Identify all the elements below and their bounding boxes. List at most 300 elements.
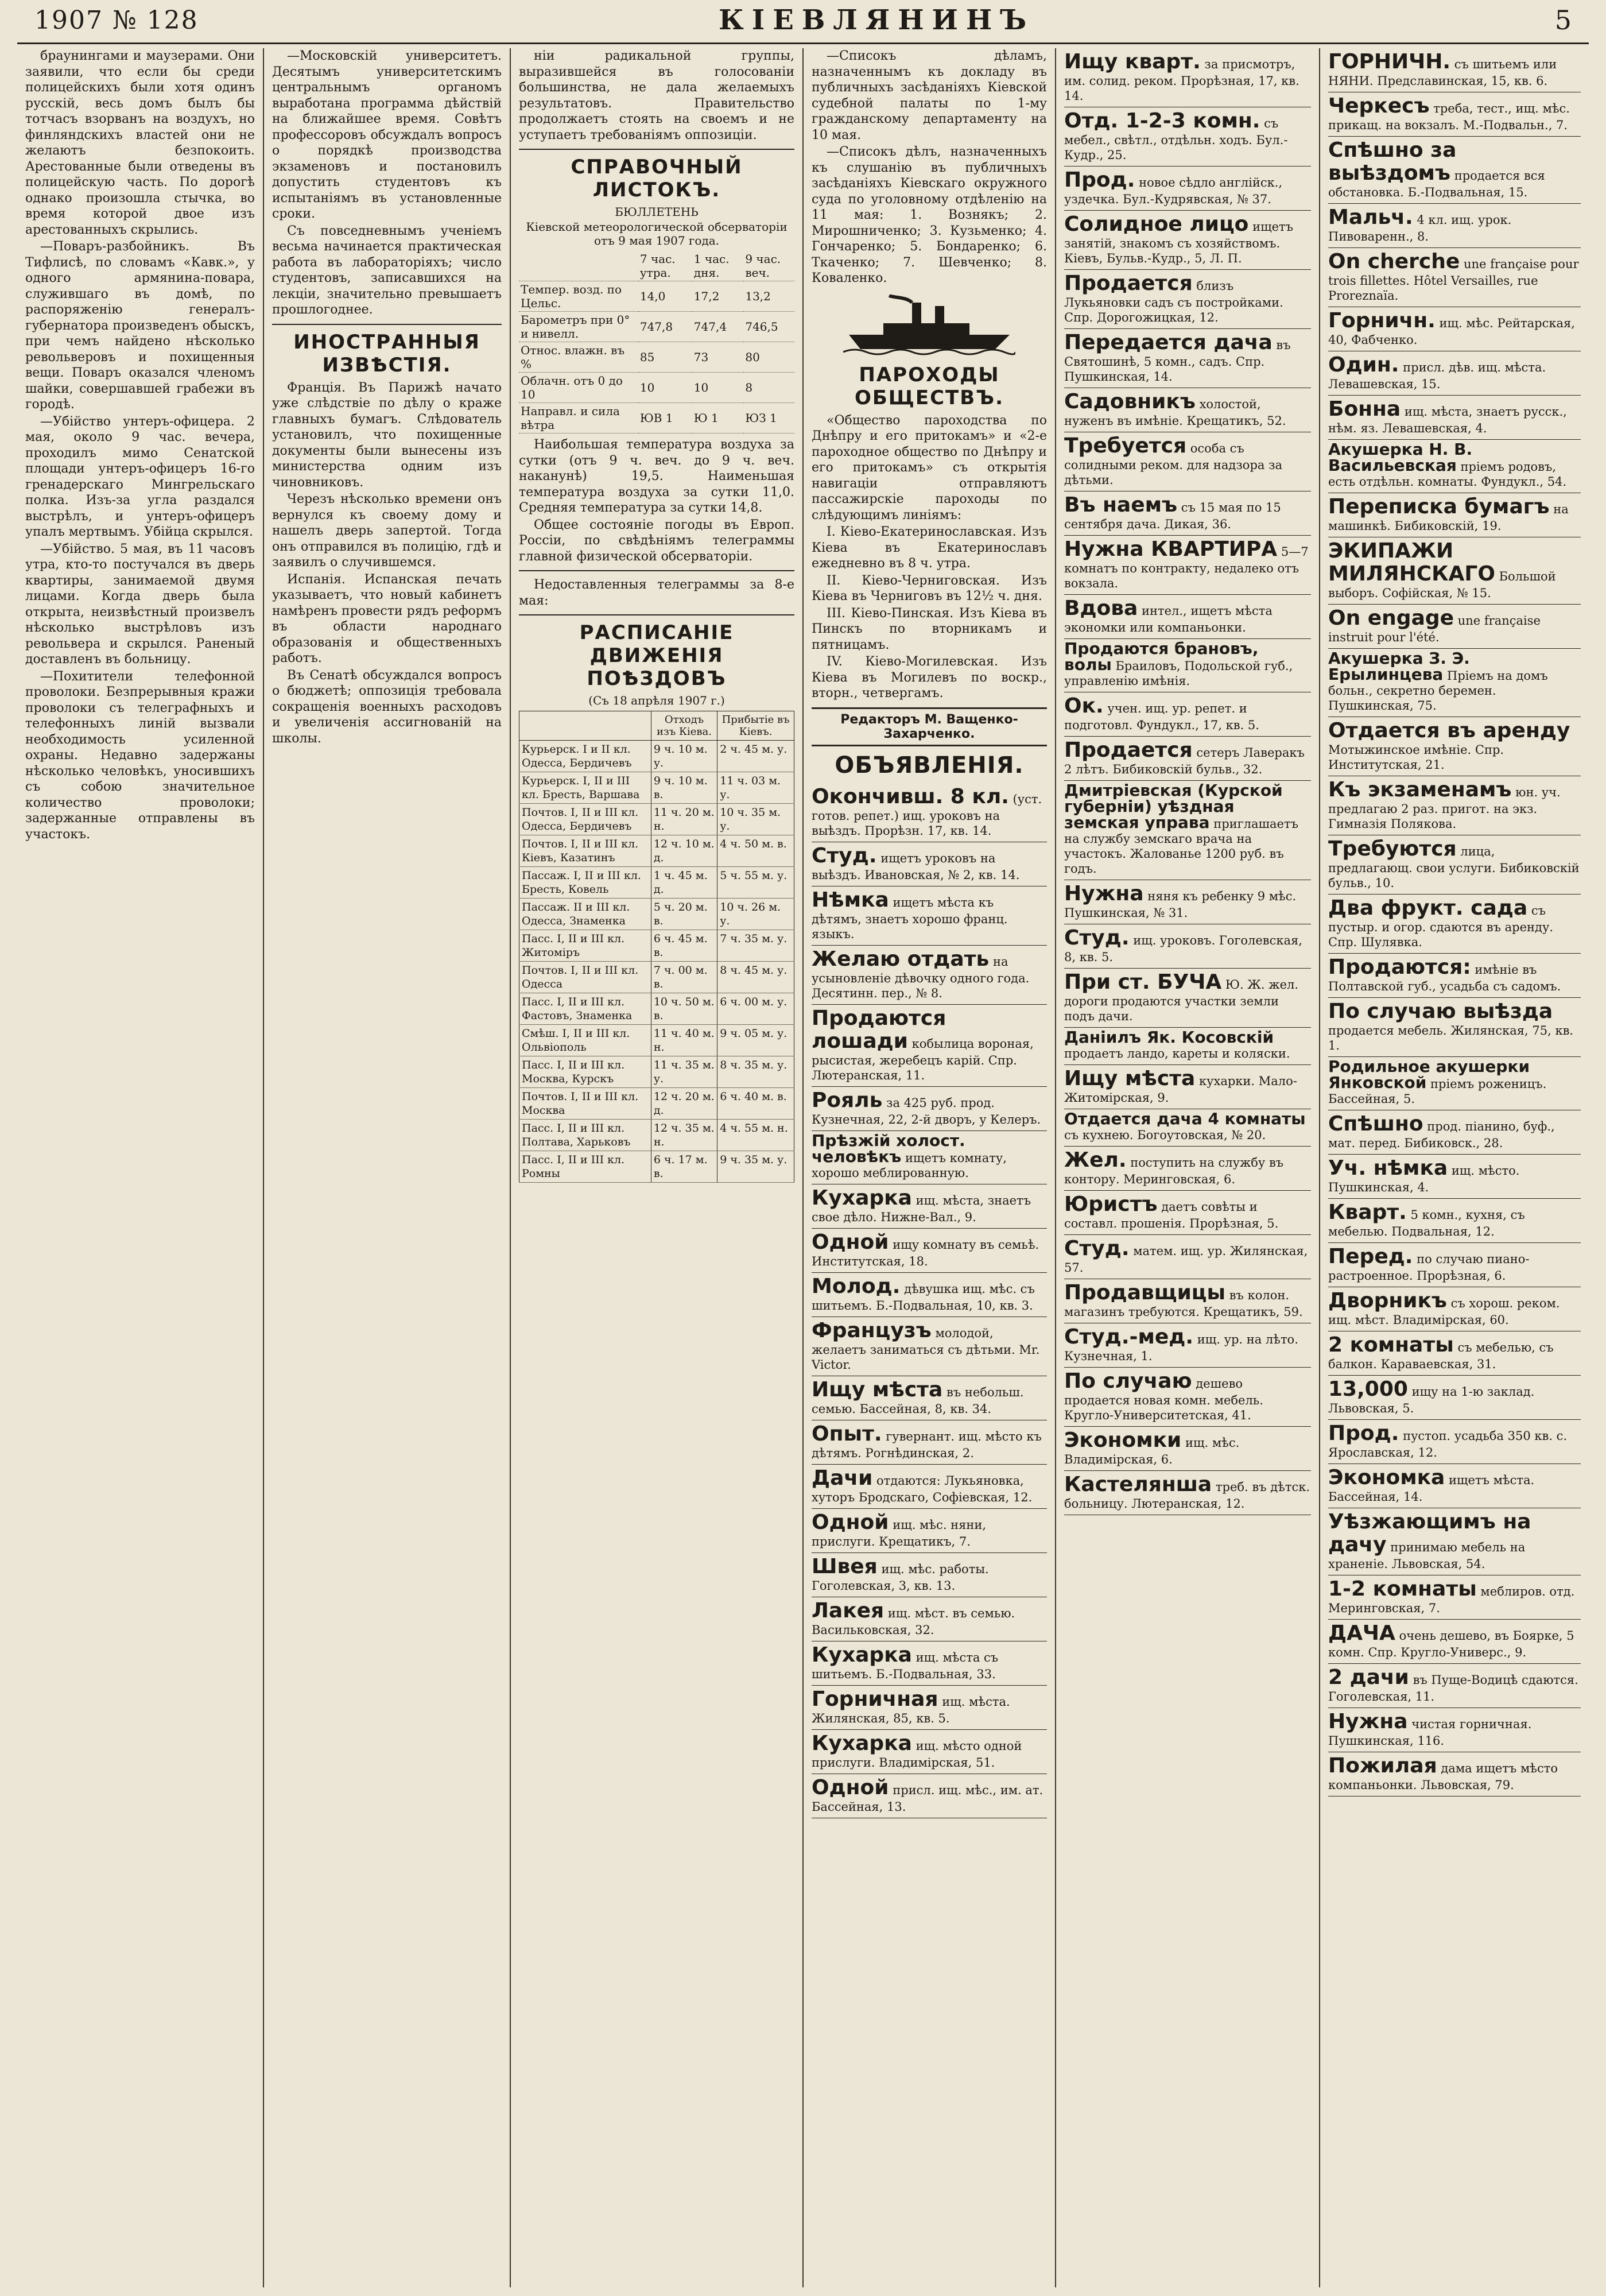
table-cell: Ю 1: [692, 403, 744, 433]
news-paragraph: браунингами и маузерами. Они заявили, что если бы среди полицейскихъ были хотя одинъ русскій, весь домъ былъ бы тотчасъ взорванъ на воздухъ, но финляндскихъ властей они не желаютъ безпокоить. Арестованные были отведены въ полицейскую часть. По дорогѣ однако произошла стычка, во время которой двое изъ арестованныхъ скрылись.: [25, 49, 255, 237]
ad-item: [1328, 649, 1581, 717]
ad-text: ищ. мѣст. въ семью. Васильковская, 32.: [812, 1606, 1015, 1637]
ad-item: [812, 1641, 1047, 1686]
table-header: Прибытіе въ Кіевъ.: [717, 711, 794, 741]
table-cell: 14,0: [638, 281, 692, 312]
ad-heading: Перед.: [1328, 1245, 1413, 1268]
table-row: [519, 741, 794, 772]
table-cell: 6 ч. 17 м. в.: [651, 1151, 717, 1183]
ad-text: дама ищетъ мѣсто компаньонки. Львовская, 79.: [1328, 1761, 1558, 1792]
table-cell: 746,5: [743, 312, 794, 342]
ad-item: [1064, 107, 1311, 167]
ad-heading: Продавщицы: [1064, 1281, 1226, 1304]
ad-item: [1064, 1191, 1311, 1235]
ad-item: [1328, 1420, 1581, 1464]
ad-text: близъ Лукьяновки садъ съ постройками. Спр. Дорогожицкая, 12.: [1064, 279, 1283, 324]
ad-item: [1328, 1057, 1581, 1110]
ad-item: [1328, 717, 1581, 776]
ad-item: [1328, 1708, 1581, 1752]
news-paragraph: Въ Сенатѣ обсуждался вопросъ о бюджетѣ; оппозиція требовала сокращенія военныхъ расходовъ и увеличенія ассигнованій на школы.: [272, 668, 502, 746]
ad-text: лица, предлагающ. свои услуги. Бибиковскій бульв., 10.: [1328, 845, 1580, 890]
ad-item: [1064, 737, 1311, 781]
divider: [519, 614, 794, 615]
column-5: [1056, 48, 1320, 2287]
advertisements-title: ОБЪЯВЛЕНІЯ.: [835, 752, 1024, 779]
ad-heading: ГОРНИЧН.: [1328, 50, 1451, 73]
table-cell: Пасс. I, II и III кл. Ромны: [519, 1151, 651, 1183]
ad-item: [1064, 211, 1311, 270]
ad-text: интел., ищетъ мѣста экономки или компаньонки.: [1064, 604, 1273, 634]
ad-item: [812, 783, 1047, 842]
ad-heading: Продается: [1064, 738, 1193, 762]
ad-heading: Прод.: [1064, 168, 1135, 192]
header-rule: [17, 42, 1589, 44]
table-cell: Пассаж. I, II и III кл. Бресть, Ковель: [519, 867, 651, 899]
ad-item: [812, 1420, 1047, 1465]
table-cell: 7 ч. 00 м. в.: [651, 962, 717, 993]
ad-text: ищ. мѣста съ шитьемъ. Б.-Подвальная, 33.: [812, 1650, 999, 1681]
ad-heading: Одной: [812, 1510, 889, 1534]
ad-text: (уст. готов. репет.) ищ. уроковъ на выѣздъ. Прорѣзн. 17, кв. 14.: [812, 792, 1042, 838]
ad-heading: Прод.: [1328, 1422, 1399, 1445]
table-cell: Направл. и сила вѣтра: [519, 403, 638, 433]
table-cell: Пасс. I, II и III кл. Полтава, Харьковъ: [519, 1120, 651, 1151]
ad-item: [812, 1774, 1047, 1818]
column-4: [804, 48, 1056, 2287]
ad-text: ищ. уроковъ. Гоголевская, 8, кв. 5.: [1064, 934, 1302, 964]
ad-heading: Лакея: [812, 1598, 885, 1623]
ad-heading: Экономки: [1064, 1428, 1182, 1452]
table-cell: 80: [743, 342, 794, 373]
ad-item: [812, 1597, 1047, 1641]
ad-text: няня къ ребенку 9 мѣс. Пушкинская, № 31.: [1064, 889, 1297, 920]
table-cell: 1 ч. 45 м. д.: [651, 867, 717, 899]
table-cell: 12 ч. 10 м. д.: [651, 835, 717, 867]
weather-table: [519, 251, 794, 433]
reference-sheet-title: СПРАВОЧНЫЙ ЛИСТОКЪ.: [571, 156, 743, 202]
table-cell: 9 ч. 35 м. у.: [717, 1151, 794, 1183]
table-cell: Пасс. I, II и III кл. Фастовъ, Знаменка: [519, 993, 651, 1025]
ad-item: [812, 886, 1047, 946]
ad-item: [1064, 781, 1311, 880]
ad-text: Мотыжинское имѣніе. Спр. Институтская, 21.: [1328, 743, 1504, 772]
table-header: Отходъ изъ Кіева.: [651, 711, 717, 741]
table-cell: 12 ч. 20 м. д.: [651, 1088, 717, 1120]
table-cell: ЮЗ 1: [743, 403, 794, 433]
ad-heading: По случаю выѣзда: [1328, 1000, 1553, 1023]
ad-heading: Уѣзжающимъ на дачу: [1328, 1510, 1531, 1557]
ad-heading: Прѣзжій холост. человѣкъ: [812, 1130, 965, 1166]
table-row: [519, 772, 794, 804]
news-paragraph: —Московскій университетъ. Десятымъ университетскимъ центральнымъ органомъ выработана программа дѣйствій на ближайшее время. Совѣтъ профессоровъ обсуждалъ вопросъ о порядкѣ производства экзаменовъ и постановилъ допустить студентовъ къ испытаніямъ въ установленные сроки.: [272, 49, 502, 221]
ad-item: [1064, 536, 1311, 595]
ad-item: [1328, 351, 1581, 396]
ad-heading: On engage: [1328, 606, 1454, 630]
ad-text: учен. ищ. ур. репет. и подготовл. Фундукл., 17, кв. 5.: [1064, 702, 1259, 732]
news-paragraph: Испанія. Испанская печать указываетъ, что новый кабинетъ намѣренъ провести рядъ реформъ въ области народнаго образованія и общественныхъ работъ.: [272, 572, 502, 665]
divider: [519, 149, 794, 150]
ad-text: Большой выборъ. Софійская, № 15.: [1328, 570, 1556, 600]
ad-text: съ 15 мая по 15 сентября дача. Дикая, 36.: [1064, 501, 1281, 531]
table-row: [519, 373, 794, 403]
table-cell: 8 ч. 45 м. у.: [717, 962, 794, 993]
ad-heading: Продается: [1064, 272, 1193, 295]
ad-text: принимаю мебель на храненіе. Львовская, 54.: [1328, 1540, 1526, 1571]
table-cell: 12 ч. 35 м. н.: [651, 1120, 717, 1151]
ad-heading: Отд. 1-2-3 комн.: [1064, 109, 1260, 133]
ad-heading: 2 комнаты: [1328, 1333, 1454, 1357]
ad-heading: Спѣшно за выѣздомъ: [1328, 138, 1457, 185]
table-cell: 9 ч. 10 м. у.: [651, 741, 717, 772]
table-cell: ЮВ 1: [638, 403, 692, 433]
ad-item: [1064, 692, 1311, 737]
ad-heading: Въ наемъ: [1064, 493, 1178, 517]
ad-heading: Продаются лошади: [812, 1006, 946, 1053]
ad-item: [1064, 491, 1311, 536]
ad-text: Ю. Ж. жел. дороги продаются участки земли подъ дачи.: [1064, 978, 1299, 1023]
ad-text: въ колон. магазинъ требуются. Крещатикъ, 59.: [1064, 1288, 1303, 1319]
ad-heading: Жел.: [1064, 1148, 1127, 1172]
table-cell: 11 ч. 03 м. у.: [717, 772, 794, 804]
ad-text: ищ. мѣста. Жилянская, 85, кв. 5.: [812, 1694, 1010, 1725]
ad-text: ищ. мѣсто одной прислуги. Владимірская, 51.: [812, 1739, 1022, 1770]
ad-text: въ Пуще-Водицѣ сдаются. Гоголевская, 11.: [1328, 1673, 1578, 1703]
steamship-illustration: [812, 295, 1047, 358]
train-schedule-table: [519, 711, 794, 1183]
ad-item: [1328, 1110, 1581, 1155]
ad-heading: 13,000: [1328, 1377, 1408, 1401]
table-cell: 4 ч. 50 м. в.: [717, 835, 794, 867]
column-6: [1320, 48, 1589, 2287]
ad-heading: Нужна: [1328, 1710, 1408, 1733]
ad-text: съ кухнею. Богоутовская, № 20.: [1064, 1128, 1266, 1142]
ad-item: [812, 1686, 1047, 1730]
train-rows: [519, 741, 794, 1183]
table-cell: 8 ч. 35 м. у.: [717, 1056, 794, 1088]
ad-item: [812, 1087, 1047, 1131]
ad-item: [1328, 1664, 1581, 1708]
editor-line: Редакторъ М. Ващенко-Захарченко.: [812, 707, 1047, 746]
news-paragraph: «Общество пароходства по Днѣпру и его притокамъ» и «2-е пароходное общество по Днѣпру и его притокамъ» съ открытія навигаціи отправляютъ пассажирскіе пароходы по слѣдующимъ линіямъ:: [812, 413, 1047, 522]
table-row: [519, 867, 794, 899]
table-cell: 11 ч. 40 м. н.: [651, 1025, 717, 1056]
ad-item: [1064, 924, 1311, 969]
ad-heading: Студ.: [812, 843, 877, 868]
table-cell: 7 ч. 35 м. у.: [717, 930, 794, 962]
ad-text: имѣніе въ Полтавской губ., усадьба съ садомъ.: [1328, 963, 1561, 993]
ad-heading: По случаю: [1064, 1369, 1192, 1393]
train-schedule-title: РАСПИСАНІЕ ДВИЖЕНІЯ ПОѢЗДОВЪ: [579, 621, 734, 690]
news-paragraph: —Убійство унтеръ-офицера. 2 мая, около 9 час. вечера, проходилъ мимо Сенатской площади унтеръ-офицеръ 16-го гренадерскаго Мингрельскаго полка. Изъ-за угла раздался выстрѣлъ, и унтеръ-офицеръ упалъ мертвымъ. Убійца скрылся.: [25, 414, 255, 539]
ad-heading: Одной: [812, 1775, 889, 1799]
ad-heading: On cherche: [1328, 250, 1460, 273]
ad-text: ищ. мѣсто. Пушкинская, 4.: [1328, 1164, 1520, 1194]
ad-item: [1064, 1471, 1311, 1515]
table-cell: 11 ч. 35 м. у.: [651, 1056, 717, 1088]
ad-heading: Нужна: [1064, 882, 1144, 905]
ad-heading: Солидное лицо: [1064, 212, 1249, 236]
ad-text: кухарки. Мало-Житомірская, 9.: [1064, 1074, 1297, 1105]
ad-text: съ шитьемъ или НЯНИ. Предславинская, 15, кв. 6.: [1328, 57, 1557, 88]
ad-heading: Дачи: [812, 1466, 873, 1490]
table-header-row: [519, 251, 794, 281]
ad-text: ищу на 1-ю заклад. Львовская, 5.: [1328, 1385, 1535, 1415]
ad-text: присл. ищ. мѣс., им. ат. Бассейная, 13.: [812, 1783, 1043, 1814]
ad-item: [1064, 969, 1311, 1028]
ad-heading: Передается дача: [1064, 331, 1273, 354]
ad-heading: Продаются брановъ, волы: [1064, 639, 1259, 674]
ad-text: ищ. мѣс. няни, прислуги. Крещатикъ, 7.: [812, 1517, 987, 1548]
ad-text: холостой, нуженъ въ имѣніе. Крещатикъ, 52.: [1064, 397, 1286, 428]
ad-item: [1064, 48, 1311, 107]
ad-heading: Ищу мѣста: [812, 1377, 943, 1401]
ad-text: Пріемъ на домъ больн., секретно беремен. Пушкинская, 75.: [1328, 669, 1548, 713]
ad-text: съ пустыр. и огор. сдаются въ аренду. Спр. Шулявка.: [1328, 904, 1553, 949]
ad-text: треб. въ дѣтск. больницу. Лютеранская, 12.: [1064, 1480, 1310, 1511]
table-cell: 5 ч. 55 м. у.: [717, 867, 794, 899]
ad-heading: Вдова: [1064, 597, 1138, 620]
news-paragraph: II. Кіево-Черниговская. Изъ Кіева въ Черниговъ въ 12½ ч. дня.: [812, 573, 1047, 603]
table-cell: 747,8: [638, 312, 692, 342]
ad-text: прод. піанино, буф., мат. перед. Бибиковск., 28.: [1328, 1120, 1555, 1150]
ad-text: ищ. мѣста, знаетъ русск., нѣм. яз. Левашевская, 4.: [1328, 405, 1567, 435]
ad-list: [812, 783, 1047, 1818]
ad-text: ищетъ занятій, знакомъ съ хозяйствомъ. Кіевъ, Бульв.-Кудр., 5, Л. П.: [1064, 220, 1293, 265]
ad-text: ищетъ мѣста. Бассейная, 14.: [1328, 1473, 1535, 1504]
ad-heading: Нѣмка: [812, 888, 889, 912]
ad-heading: Швея: [812, 1554, 878, 1578]
table-cell: 10 ч. 50 м. в.: [651, 993, 717, 1025]
issue-number: 1907 № 128: [34, 5, 199, 35]
ad-item: [1328, 895, 1581, 954]
ad-text: меблиров. отд. Меринговская, 7.: [1328, 1585, 1575, 1615]
table-row: [519, 835, 794, 867]
page-number: 5: [1554, 5, 1572, 36]
ad-item: [812, 1553, 1047, 1597]
ad-item: [812, 842, 1047, 886]
news-paragraph: Франція. Въ Парижѣ начато уже слѣдствіе по дѣлу о краже главныхъ бумагъ. Слѣдователь установилъ, что похищенные документы были вынесены изъ министерства одним изъ чиновниковъ.: [272, 380, 502, 490]
ad-heading: 2 дачи: [1328, 1666, 1409, 1689]
ad-heading: Одной: [812, 1230, 889, 1254]
news-paragraph: IV. Кіево-Могилевская. Изъ Кіева въ Могилевъ по воскр., вторн., четвергамъ.: [812, 655, 1047, 700]
ad-text: ищ. мѣста, знаетъ свое дѣло. Нижне-Вал., 9.: [812, 1193, 1031, 1224]
steamships-title: ПАРОХОДЫ ОБЩЕСТВЪ.: [854, 363, 1004, 409]
ad-item: [1328, 776, 1581, 835]
ad-item: [1328, 1575, 1581, 1620]
ad-heading: Ок.: [1064, 694, 1104, 718]
column-1: [17, 48, 264, 2287]
table-cell: Пасс. I, II и III кл. Житоміръ: [519, 930, 651, 962]
table-row: [519, 899, 794, 930]
table-cell: 10 ч. 35 м. у.: [717, 804, 794, 835]
ad-text: отдаются: Лукьяновка, хуторъ Бродскаго, Софіевская, 12.: [812, 1473, 1033, 1504]
ad-heading: Рояль: [812, 1088, 883, 1112]
news-paragraph: I. Кіево-Екатеринославская. Изъ Кіева въ Екатеринославъ ежедневно въ 8 ч. утра.: [812, 525, 1047, 571]
table-header-row: [519, 711, 794, 741]
ad-text: ищ. ур. на лѣто. Кузнечная, 1.: [1064, 1333, 1298, 1363]
ad-heading: Студ.: [1064, 926, 1130, 950]
ad-item: [1328, 248, 1581, 307]
ad-text: сетеръ Лаверакъ 2 лѣтъ. Бибиковскій бульв., 32.: [1064, 746, 1305, 776]
ad-item: [1064, 639, 1311, 692]
ad-heading: Мальч.: [1328, 206, 1413, 229]
table-cell: 8: [743, 373, 794, 403]
ad-heading: Къ экзаменамъ: [1328, 778, 1512, 802]
ad-item: [812, 946, 1047, 1005]
table-cell: Курьерск. I и II кл. Одесса, Бердичевъ: [519, 741, 651, 772]
table-row: [519, 993, 794, 1025]
table-row: [519, 962, 794, 993]
table-row: [519, 403, 794, 433]
table-row: [519, 1056, 794, 1088]
ad-item: [1328, 440, 1581, 493]
ad-text: за присмотръ, им. солид. реком. Прорѣзная, 17, кв. 14.: [1064, 57, 1299, 103]
ad-item: [1328, 1376, 1581, 1420]
table-cell: 6 ч. 40 м. в.: [717, 1088, 794, 1120]
table-cell: 85: [638, 342, 692, 373]
news-paragraph: —Списокъ дѣламъ, назначеннымъ къ докладу въ публичныхъ засѣданіяхъ Кіевской судебной палаты по 1-му гражданскому департаменту на 10 мая.: [812, 49, 1047, 142]
ad-heading: Французъ: [812, 1318, 932, 1342]
ad-text: 5 комн., кухня, съ мебелью. Подвальная, 12.: [1328, 1208, 1525, 1238]
telegrams-heading: Недоставленныя телеграммы за 8-е мая:: [519, 578, 794, 608]
ad-item: [1328, 1155, 1581, 1199]
ad-item: [1064, 329, 1311, 388]
ad-heading: Даніилъ Як. Косовскій: [1064, 1028, 1274, 1047]
ad-item: [1328, 954, 1581, 998]
ad-text: приглашаетъ на службу земскаго врача на участокъ. Жалованье 1200 руб. въ годъ.: [1064, 817, 1298, 876]
ad-text: съ хорош. реком. ищ. мѣст. Владимірская, 60.: [1328, 1296, 1560, 1327]
table-cell: Смѣш. I, II и III кл. Ольвіополь: [519, 1025, 651, 1056]
table-cell: Почтов. I, II и III кл. Одесса, Бердичевъ: [519, 804, 651, 835]
foreign-news-title: ИНОСТРАННЫЯ ИЗВѢСТІЯ.: [293, 330, 480, 377]
columns: [17, 48, 1589, 2287]
ad-heading: Садовникъ: [1064, 390, 1196, 413]
ad-text: продается мебель. Жилянская, 75, кв. 1.: [1328, 1024, 1574, 1052]
ad-heading: Кухарка: [812, 1186, 912, 1210]
ad-item: [1328, 493, 1581, 537]
ad-item: [1064, 880, 1311, 924]
ad-heading: Юристъ: [1064, 1192, 1158, 1216]
table-row: [519, 804, 794, 835]
ad-text: за 425 руб. прод. Кузнечная, 22, 2-й дворъ, у Келеръ.: [812, 1095, 1041, 1126]
ad-heading: Желаю отдать: [812, 947, 990, 971]
news-paragraph: —Списокъ дѣлъ, назначенныхъ къ слушанію въ публичныхъ засѣданіяхъ Кіевскаго окружного суда по уголовному отдѣленію на 11 мая: 1. Вознякъ; 2. Мирошниченко; 3. Кузьменко; 4. Гончаренко; 5. Бондаренко; 6. Ткаченко; 7. Шевченко; 8. Коваленко.: [812, 145, 1047, 285]
table-cell: 6 ч. 00 м. у.: [717, 993, 794, 1025]
ad-text: Браиловъ, Подольской губ., управленію имѣнія.: [1064, 659, 1293, 688]
ad-item: [1328, 1243, 1581, 1287]
ad-heading: Отдается въ аренду: [1328, 719, 1570, 742]
ad-item: [1328, 1199, 1581, 1243]
table-cell: 9 ч. 05 м. у.: [717, 1025, 794, 1056]
ad-text: кобылица вороная, рысистая, жеребецъ карій. Спр. Лютеранская, 11.: [812, 1036, 1034, 1082]
ad-text: гувернант. ищ. мѣсто къ дѣтямъ. Рогнѣдинская, 2.: [812, 1429, 1042, 1460]
ad-text: продается вся обстановка. Б.-Подвальная, 15.: [1328, 169, 1545, 199]
ad-item: [1328, 1287, 1581, 1331]
divider: [272, 324, 502, 325]
news-paragraph: Наибольшая температура воздуха за сутки (отъ 9 ч. веч. до 9 ч. веч. наканунѣ) 19,5. Наименьшая температура воздуха за сутки 11,0. Средняя температура за сутки 14,8.: [519, 437, 794, 515]
ad-text: ищетъ комнату, хорошо меблированную.: [812, 1151, 1007, 1180]
table-row: [519, 1088, 794, 1120]
table-row: [519, 1151, 794, 1183]
ad-heading: Один.: [1328, 353, 1399, 377]
ad-item: [812, 1131, 1047, 1184]
ad-text: дѣвушка ищ. мѣс. съ шитьемъ. Б.-Подвальная, 10, кв. 3.: [812, 1281, 1035, 1312]
ad-text: на машинкѣ. Бибиковскій, 19.: [1328, 502, 1569, 533]
ad-item: [1064, 1065, 1311, 1109]
ad-item: [1328, 1752, 1581, 1796]
ad-item: [1064, 1235, 1311, 1279]
steamship-icon: [843, 295, 1015, 358]
ad-text: съ мебелью, съ балкон. Караваевская, 31.: [1328, 1341, 1554, 1371]
ad-item: [1064, 1427, 1311, 1471]
ad-heading: ЭКИПАЖИ МИЛЯНСКАГО: [1328, 539, 1495, 586]
ad-list: [1064, 48, 1311, 1515]
ad-item: [1328, 204, 1581, 248]
bulletin-source: Кіевской метеорологической обсерваторіи отъ 9 мая 1907 года.: [526, 220, 788, 247]
ad-item: [1328, 537, 1581, 605]
ad-item: [1064, 167, 1311, 211]
news-paragraph: —Поваръ-разбойникъ. Въ Тифлисѣ, по словамъ «Кавк.», у одного армянина-повара, служившаго въ домѣ, по распоряженію генералъ-губернатора произведенъ обыскъ, при чемъ найдено нѣсколько револьверовъ и похищенныя вещи. Поваръ оказался членомъ шайки, совершавшей грабежи въ городѣ.: [25, 239, 255, 412]
ad-item: [1064, 595, 1311, 639]
ad-text: съ мебел., свѣтл., отдѣльн. ходъ. Бул.-Кудр., 25.: [1064, 117, 1288, 162]
ad-heading: Бонна: [1328, 397, 1401, 421]
ad-heading: Ищу кварт.: [1064, 50, 1201, 73]
table-cell: 9 ч. 10 м. в.: [651, 772, 717, 804]
ad-item: [1064, 270, 1311, 329]
news-paragraph: —Убійство. 5 мая, въ 11 часовъ утра, кто-то постучался въ дверь квартиры, занимаемой двумя лицами. Когда дверь была открыта, неизвѣстный произвелъ нѣсколько выстрѣловъ изъ револьвера и скрылся. Раненый доставленъ въ больницу.: [25, 541, 255, 667]
ad-heading: Кухарка: [812, 1731, 912, 1755]
table-cell: Курьерск. I, II и III кл. Бресть, Варшава: [519, 772, 651, 804]
ad-item: [1328, 998, 1581, 1057]
ad-text: по случаю пиано-растроенное. Прорѣзная, 6.: [1328, 1252, 1530, 1283]
page-header: [0, 0, 1606, 40]
train-schedule-date: (Съ 18 апрѣля 1907 г.): [588, 694, 725, 707]
ad-heading: Спѣшно: [1328, 1112, 1423, 1136]
ad-text: ищ. мѣс. Рейтарская, 40, Фабченко.: [1328, 316, 1575, 347]
ad-heading: Кухарка: [812, 1643, 912, 1667]
ad-item: [1328, 137, 1581, 204]
column-2: [264, 48, 511, 2287]
ad-text: пріемъ роженицъ. Бассейная, 5.: [1328, 1077, 1547, 1106]
ad-item: [1064, 388, 1311, 432]
ad-heading: Продаются:: [1328, 955, 1471, 979]
table-cell: 5 ч. 20 м. в.: [651, 899, 717, 930]
table-cell: 6 ч. 45 м. в.: [651, 930, 717, 962]
table-cell: Пасс. I, II и III кл. Москва, Курскъ: [519, 1056, 651, 1088]
ad-heading: Дворникъ: [1328, 1289, 1447, 1312]
ad-list: [1328, 48, 1581, 1796]
ad-heading: Переписка бумагъ: [1328, 495, 1550, 518]
ad-item: [1328, 835, 1581, 895]
ad-heading: Кварт.: [1328, 1201, 1407, 1224]
ad-text: ищ. мѣс. Владимірская, 6.: [1064, 1436, 1240, 1466]
ad-text: треба, тест., ищ. мѣс. прикащ. на вокзалъ. М.-Подвальн., 7.: [1328, 102, 1570, 132]
ad-item: [812, 1730, 1047, 1774]
ad-heading: Горничн.: [1328, 309, 1436, 332]
ad-text: въ Святошинѣ, 5 комн., садъ. Спр. Пушкинская, 14.: [1064, 338, 1291, 384]
ad-item: [1064, 1109, 1311, 1147]
table-cell: 11 ч. 20 м. н.: [651, 804, 717, 835]
ad-heading: ДАЧА: [1328, 1621, 1395, 1645]
ad-text: юн. уч. предлагаю 2 раз. пригот. на экз. Гимназія Полякова.: [1328, 785, 1561, 831]
table-cell: 10: [638, 373, 692, 403]
ad-text: даетъ совѣты и составл. прошенія. Прорѣзная, 5.: [1064, 1200, 1279, 1230]
news-paragraph: Съ повседневнымъ ученіемъ весьма начинается практическая работа въ лабораторіяхъ; число студентовъ, записавшихся на лекціи, значительно превышаетъ прошлогоднее.: [272, 223, 502, 317]
bulletin-subtitle: БЮЛЛЕТЕНЬ: [615, 205, 699, 219]
ad-item: [1328, 48, 1581, 92]
ad-item: [1064, 1147, 1311, 1191]
ad-text: чистая горничная. Пушкинская, 116.: [1328, 1717, 1532, 1748]
